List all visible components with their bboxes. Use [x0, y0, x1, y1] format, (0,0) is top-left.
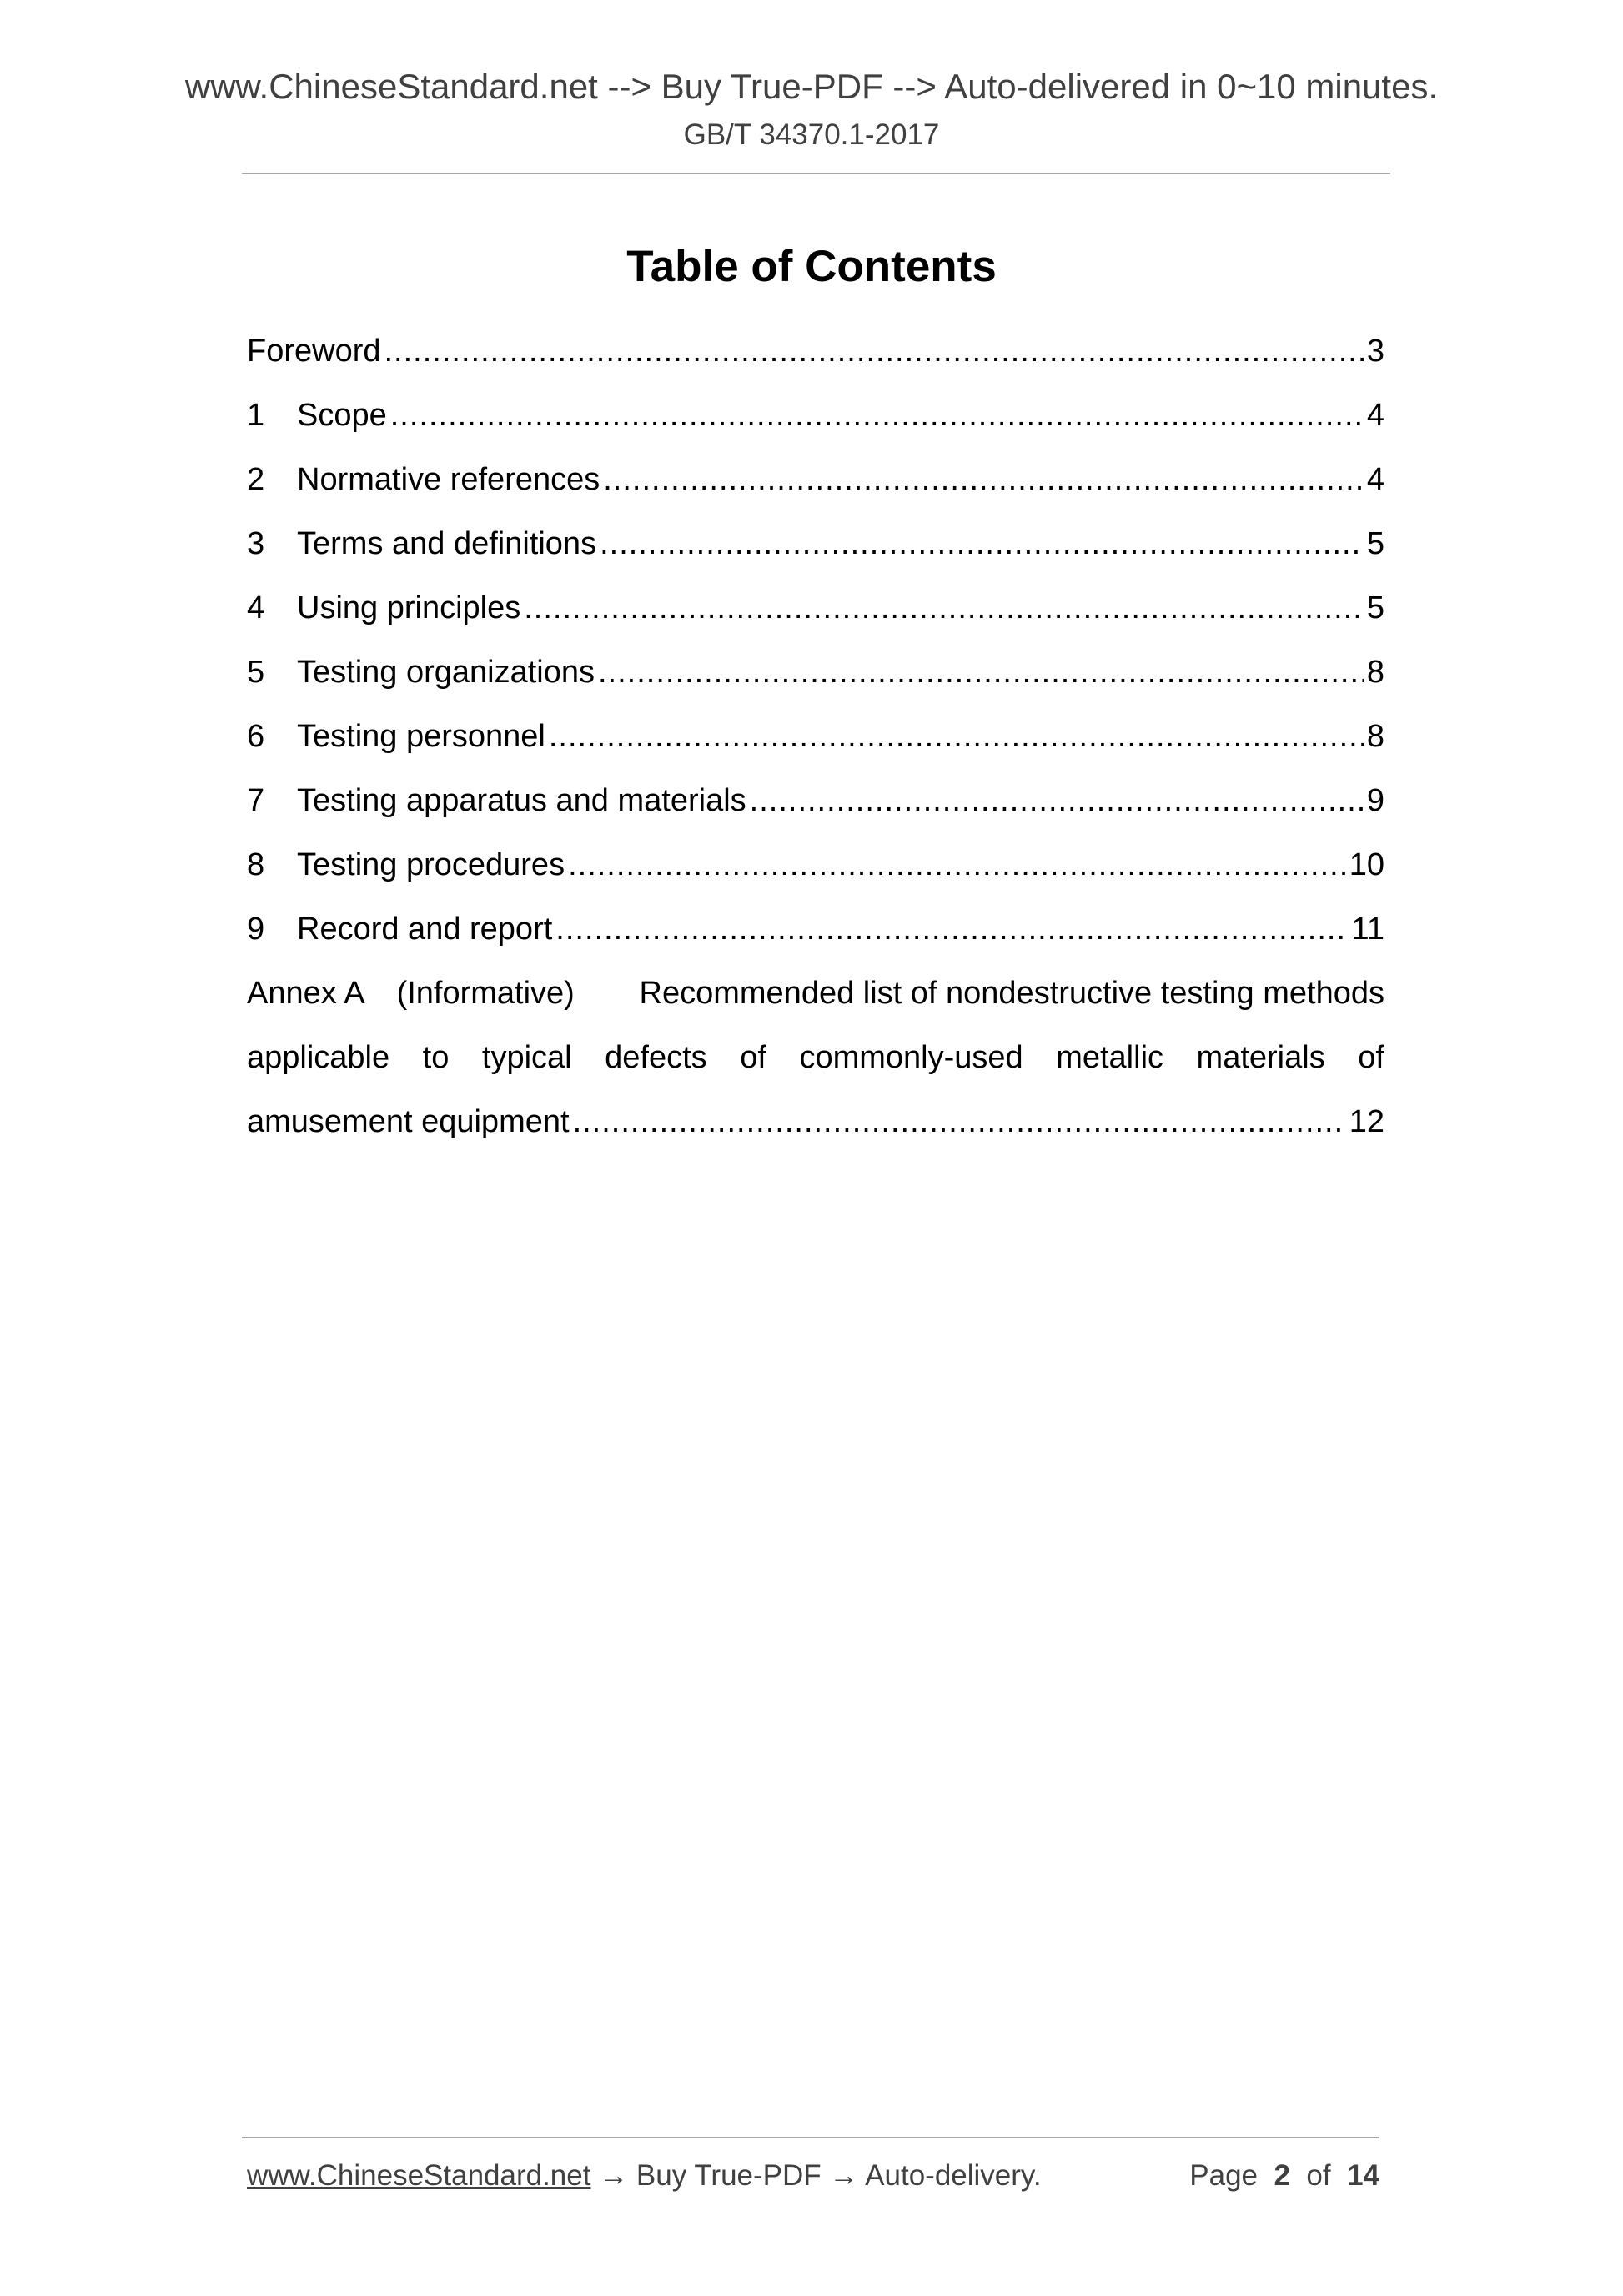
- footer-left: [247, 2157, 1042, 2195]
- toc-entry-label: Using principles: [297, 590, 521, 625]
- toc-entry-annex-a[interactable]: [247, 962, 1384, 1154]
- toc-dot-leader: [390, 384, 1364, 448]
- toc-entry-label: Terms and definitions: [297, 526, 597, 561]
- toc-entry-testing-apparatus[interactable]: [247, 769, 1384, 833]
- annex-line-2: [247, 1026, 1384, 1090]
- toc-entry-page: 11: [1351, 912, 1384, 947]
- toc-entry-label: Scope: [297, 398, 387, 433]
- toc-entry-terms-and-definitions[interactable]: [247, 512, 1384, 576]
- annex-word: of: [1358, 1040, 1384, 1075]
- table-of-contents: [247, 319, 1384, 1154]
- toc-entry-number: 2: [247, 462, 265, 497]
- toc-entry-page: 4: [1366, 462, 1384, 497]
- toc-entry-using-principles[interactable]: [247, 576, 1384, 641]
- annex-title-part: Recommended list of nondestructive testing methods: [639, 976, 1384, 1011]
- toc-entry-number: 8: [247, 847, 265, 882]
- toc-entry-normative-references[interactable]: [247, 448, 1384, 512]
- toc-entry-page: 3: [1366, 334, 1384, 369]
- toc-entry-testing-procedures[interactable]: [247, 833, 1384, 897]
- toc-entry-number: 6: [247, 719, 265, 754]
- page-current: 2: [1274, 2159, 1290, 2192]
- toc-entry-number: 7: [247, 783, 265, 818]
- toc-entry-page: 8: [1366, 655, 1384, 690]
- page-footer: [247, 2157, 1379, 2195]
- annex-line-3: [247, 1090, 1384, 1154]
- toc-entry-page: 10: [1349, 847, 1384, 882]
- toc-entry-label: Testing procedures: [297, 847, 565, 882]
- toc-dot-leader: [598, 641, 1364, 705]
- toc-dot-leader: [555, 897, 1348, 962]
- annex-word: typical: [481, 1040, 572, 1075]
- annex-label: Annex A: [247, 976, 365, 1011]
- toc-dot-leader: [384, 319, 1364, 384]
- toc-dot-leader: [750, 769, 1364, 833]
- standard-id: GB/T 34370.1-2017: [683, 118, 940, 151]
- footer-divider: [242, 2137, 1379, 2138]
- header-banner: www.ChineseStandard.net --> Buy True-PDF --> Auto-delivered in 0~10 minutes.: [184, 67, 1439, 106]
- toc-entry-page: 9: [1366, 783, 1384, 818]
- toc-entry-page: 8: [1366, 719, 1384, 754]
- toc-entry-label: Foreword: [247, 334, 381, 369]
- annex-word: commonly-used: [799, 1040, 1023, 1075]
- annex-type: (Informative): [396, 976, 575, 1011]
- of-word: of: [1306, 2159, 1331, 2192]
- toc-entry-page: 5: [1366, 590, 1384, 625]
- header-divider: [242, 173, 1390, 174]
- toc-entry-page: 12: [1349, 1104, 1384, 1139]
- annex-word: metallic: [1056, 1040, 1164, 1075]
- toc-entry-label: Testing organizations: [297, 655, 595, 690]
- toc-entry-number: 9: [247, 912, 265, 947]
- toc-dot-leader: [549, 705, 1364, 769]
- toc-entry-foreword[interactable]: [247, 319, 1384, 384]
- toc-dot-leader: [524, 576, 1364, 641]
- toc-entry-label: Testing apparatus and materials: [297, 783, 746, 818]
- annex-word: defects: [605, 1040, 707, 1075]
- page-word: Page: [1189, 2159, 1259, 2192]
- toc-title: Table of Contents: [626, 242, 997, 291]
- toc-dot-leader: [573, 1090, 1346, 1154]
- toc-entry-label: Record and report: [297, 912, 553, 947]
- page-total: 14: [1347, 2159, 1379, 2192]
- footer-tagline: → Buy True-PDF → Auto-delivery.: [599, 2159, 1042, 2192]
- toc-dot-leader: [568, 833, 1346, 897]
- toc-entry-label: Testing personnel: [297, 719, 545, 754]
- toc-entry-number: 5: [247, 655, 265, 690]
- page-number: [1189, 2157, 1379, 2195]
- toc-entry-label: amusement equipment: [247, 1104, 570, 1139]
- toc-entry-page: 5: [1366, 526, 1384, 561]
- toc-entry-page: 4: [1366, 398, 1384, 433]
- annex-word: to: [422, 1040, 450, 1075]
- toc-entry-testing-organizations[interactable]: [247, 641, 1384, 705]
- footer-site-link[interactable]: www.ChineseStandard.net: [247, 2159, 591, 2192]
- toc-entry-label: Normative references: [297, 462, 600, 497]
- toc-entry-number: 1: [247, 398, 265, 433]
- toc-dot-leader: [600, 512, 1364, 576]
- toc-entry-number: 3: [247, 526, 265, 561]
- toc-entry-testing-personnel[interactable]: [247, 705, 1384, 769]
- annex-word: applicable: [247, 1040, 390, 1075]
- annex-word: of: [740, 1040, 766, 1075]
- annex-line-1: [247, 962, 1384, 1026]
- toc-entry-number: 4: [247, 590, 265, 625]
- toc-dot-leader: [603, 448, 1364, 512]
- toc-entry-record-and-report[interactable]: [247, 897, 1384, 962]
- annex-word: materials: [1196, 1040, 1325, 1075]
- toc-entry-scope[interactable]: [247, 384, 1384, 448]
